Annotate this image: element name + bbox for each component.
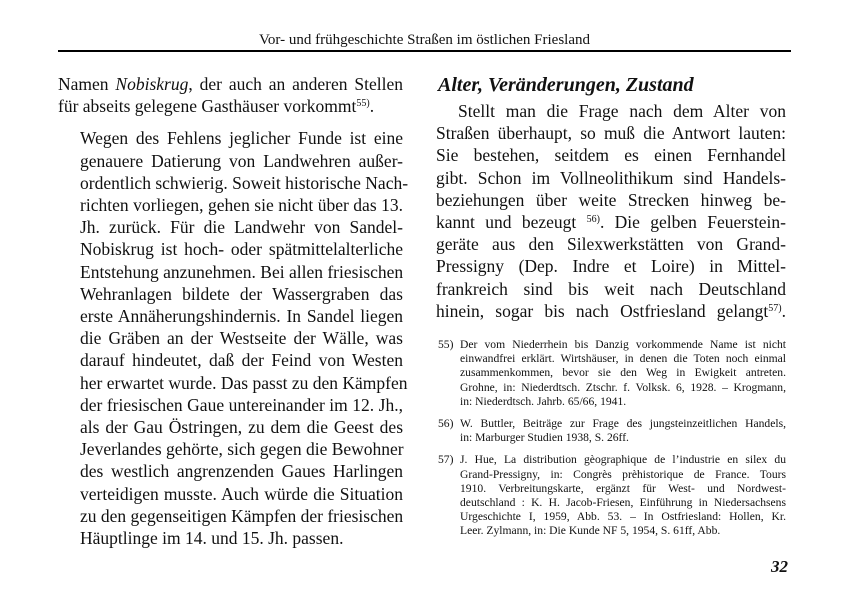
- footnote-line: in: Niederdtsch. Jahrb. 65/66, 1941.: [460, 394, 627, 408]
- footnote-line: W. Buttler, Beiträge zur Frage des jungsteinzeitlichen Handels,: [460, 417, 786, 431]
- text-line: geräte aus den Silexwerkstätten von Grand-: [436, 234, 786, 255]
- footnotes: [436, 338, 786, 539]
- footnote-line: Grohne, in: Niederdtsch. Ztschr. f. Volksk. 6, 1928. – Krogmann,: [460, 380, 786, 394]
- paragraph-alter: [436, 100, 786, 322]
- text-line: genauere Datierung von Landwehren außer-: [80, 150, 403, 171]
- text-line: für abseits gelegene Gasthäuser vorkommt$^{55)}$.: [58, 96, 375, 117]
- footnote-line: Der vom Niederrhein bis Danzig vorkommende Name ist nicht: [460, 338, 786, 352]
- text-line: ordentlich schwierig. Soweit historische Nach-: [80, 172, 409, 193]
- text-line: Jeverlandes gehörte, sich gegen die Bewohner: [80, 439, 404, 460]
- text-line: gibt. Schon im Vollneolithikum sind Handels-: [436, 167, 786, 188]
- footnote-line: 1910. Verbreitungskarte, ergänzt für West- und Nordwest-: [460, 481, 786, 495]
- running-header: [58, 0, 791, 52]
- left-column: [58, 73, 409, 549]
- text-line: Sie bestehen, seitdem es einen Fernhandel: [436, 145, 786, 166]
- text-line: Straßen überhaupt, so muß die Antwort lauten:: [436, 123, 786, 144]
- text-line: verteidigen musste. Auch würde die Situation: [80, 483, 403, 504]
- text-line: kannt und bezeugt $^{56)}$. Die gelben Feuerstein-: [436, 212, 786, 233]
- text-line: Jh. zurück. Für die Landwehr von Sandel-: [80, 217, 403, 238]
- text-line: erste Annäherungshindernis. In Sandel liegen: [80, 306, 403, 327]
- footnote-56: [436, 417, 786, 445]
- text-line: der friesischen Gaue untereinander im 12. Jh.,: [80, 394, 403, 415]
- text-line: beziehungen über weite Strecken hinweg be-: [436, 189, 786, 210]
- text-line: darauf hindeutet, daß der Feind von Westen: [80, 350, 403, 371]
- footnote-line: Urgeschichte I, 1959, Abb. 53. – In Ostfriesland: Hollen, Kr.: [460, 510, 786, 524]
- text-line: Stellt man die Frage nach dem Alter von: [458, 101, 786, 121]
- text-line: Nobiskrug ist hoch- oder spätmittelalterliche: [80, 239, 403, 260]
- text-line: Häuptlinge im 14. und 15. Jh. passen.: [80, 528, 344, 549]
- footnote-line: Leer. Zylmann, in: Die Kunde NF 5, 1954, S. 61ff, Abb.: [460, 524, 721, 538]
- text-line: zu den gegenseitigen Kämpfen der friesischen: [80, 505, 404, 526]
- right-column: [436, 73, 786, 547]
- text-line: hinein, sogar bis nach Ostfriesland gelangt$^{57)}$.: [436, 300, 786, 321]
- footnote-number: 55): [438, 338, 454, 352]
- footnote-line: J. Hue, La distribution gèographique de l’industrie en silex du: [460, 453, 786, 467]
- text-line: die Gräben an der Westseite der Wälle, was: [80, 328, 403, 349]
- paragraph-continuation: [58, 73, 403, 117]
- section-heading: Alter, Veränderungen, Zustand: [438, 74, 694, 96]
- footnote-line: in: Marburger Studien 1938, S. 26ff.: [460, 431, 629, 445]
- text-line: als der Gau Östringen, zu dem die Geest des: [80, 417, 403, 438]
- footnote-ref-55: 55): [356, 98, 370, 110]
- page-number: 32: [771, 557, 788, 576]
- text-line: frankreich sind bis weit nach Deutschland: [436, 278, 786, 299]
- footnote-line: Grand-Pressigny, in: Congrès prèhistorique de France. Tours: [460, 467, 786, 481]
- running-header-title: Vor- und frühgeschichte Straßen im östlichen Friesland: [258, 32, 591, 48]
- emphasis-nobiskrug: Nobiskrug: [115, 74, 189, 94]
- footnote-line: deutschland : K. H. Jacob-Friesen, Einführung in Niedersachsens: [460, 496, 786, 510]
- footnote-57: [436, 453, 786, 538]
- footnote-ref-57: 57): [768, 302, 782, 314]
- text-line: Pressigny (Dep. Indre et Loire) in Mittel-: [436, 256, 786, 277]
- footnote-number: 57): [438, 453, 454, 467]
- paragraph-landwehren: [58, 127, 409, 549]
- footnote-number: 56): [438, 417, 454, 431]
- text-line: des westlich angrenzenden Gaues Harlingen: [80, 461, 403, 482]
- text-line: her erwartet wurde. Das passt zu den Kämpfen: [80, 372, 408, 393]
- text-line: Wegen des Fehlens jeglicher Funde ist eine: [80, 128, 403, 149]
- text-line: Namen Nobiskrug, der auch an anderen Stellen: [58, 74, 403, 94]
- text-line: Entstehung anzunehmen. Bei allen friesischen: [80, 261, 404, 282]
- text-line: Wehranlagen bildete der Wassergraben das: [80, 283, 403, 304]
- text-line: richten vorliegen, gehen sie nicht über das 13.: [80, 195, 403, 216]
- footnote-line: zusammenkommen, bevor sie den Weg in Ewigkeit antreten.: [460, 366, 786, 380]
- footnote-55: [436, 338, 786, 409]
- footnote-ref-56: 56): [586, 214, 600, 226]
- footnote-line: einwandfrei erklärt. Wirtshäuser, in denen die Toten noch einmal: [460, 352, 786, 366]
